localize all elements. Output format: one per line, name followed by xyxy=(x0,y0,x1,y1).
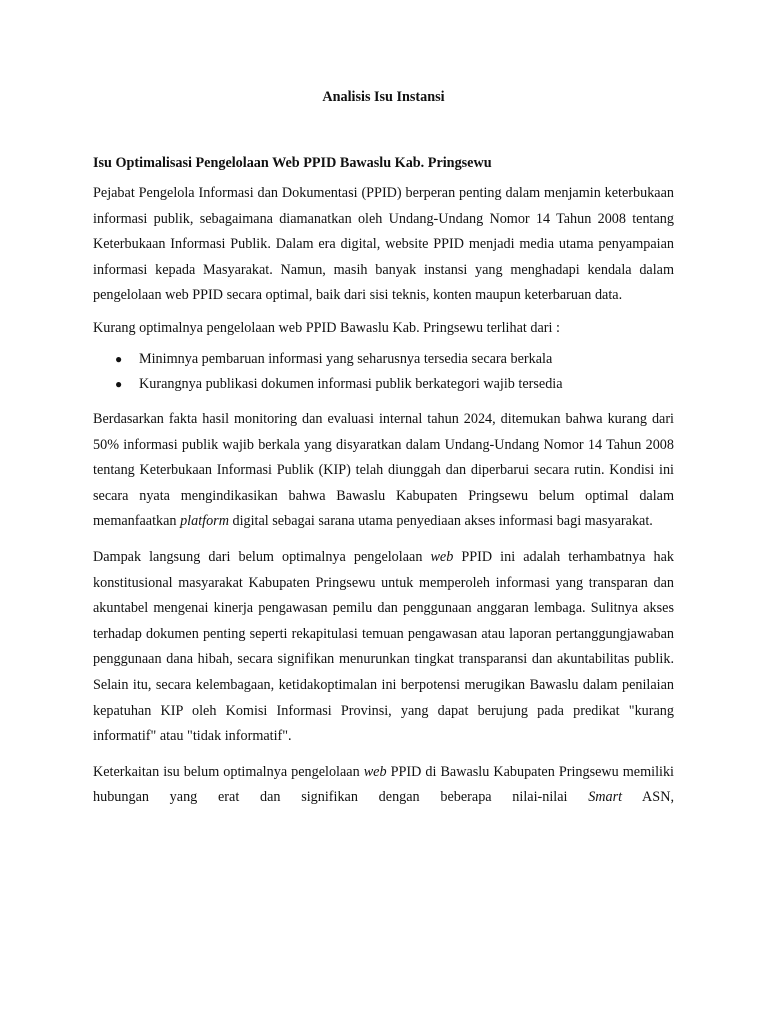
issue-bullet-list xyxy=(93,347,674,397)
italic-term: platform xyxy=(180,513,229,530)
list-item-text: Kurangnya publikasi dokumen informasi publik berkategori wajib tersedia xyxy=(139,375,563,392)
list-item xyxy=(115,347,674,372)
text-run: digital sebagai sarana utama penyediaan akses informasi bagi masyarakat. xyxy=(228,513,653,530)
paragraph-smart-asn xyxy=(93,760,674,811)
text-run: PPID di Bawaslu Kabupaten Pringsewu memiliki hubungan yang erat dan signifikan dengan beberapa nilai-nilai xyxy=(93,763,674,806)
italic-term: Smart xyxy=(588,789,623,806)
document-title: Analisis Isu Instansi xyxy=(322,89,445,105)
italic-term: web xyxy=(430,548,454,565)
text-run: ASN, xyxy=(622,789,674,806)
text-run: PPID ini adalah terhambatnya hak konstitusional masyarakat Kabupaten Pringsewu untuk memperoleh informasi yang transparan dan akuntabel mengenai kinerja pengawasan pemilu dan penggunaan anggaran lembaga. Sulitnya akses terhadap dokumen penting seperti rekapitulasi temuan pengawasan atau laporan pertanggungjawaban penggunaan dana hibah, secara signifikan menurunkan tingkat transparansi dan akuntabilitas publik. Selain itu, secara kelembagaan, ketidakoptimalan ini berpotensi merugikan Bawaslu dalam penilaian kepatuhan KIP oleh Komisi Informasi Provinsi, yang dapat berujung pada predikat "kurang informatif" atau "tidak informatif". xyxy=(93,548,674,745)
paragraph-ppid-role: Pejabat Pengelola Informasi dan Dokumentasi (PPID) berperan penting dalam menjamin keterbukaan informasi publik, sebagaimana diamanatkan oleh Undang-Undang Nomor 14 Tahun 2008 tentang Keterbukaan Informasi Publik. Dalam era digital, website PPID menjadi media utama penyampaian informasi kepada Masyarakat. Namun, masih banyak instansi yang menghadapi kendala dalam pengelolaan web PPID secara optimal, baik dari sisi teknis, konten maupun keterbaruan data. xyxy=(93,185,674,304)
text-run: Keterkaitan isu belum optimalnya pengelolaan xyxy=(93,763,364,780)
list-item-text: Minimnya pembaruan informasi yang seharusnya tersedia secara berkala xyxy=(139,350,553,367)
text-run: Berdasarkan fakta hasil monitoring dan evaluasi internal tahun 2024, ditemukan bahwa kurang dari 50% informasi publik wajib berkala yang disyaratkan dalam Undang-Undang Nomor 14 Tahun 2008 tentang Keterbukaan Informasi Publik (KIP) telah diunggah dan diperbarui secara rutin. Kondisi ini secara nyata mengindikasikan bahwa Bawaslu Kabupaten Pringsewu belum optimal dalam memanfaatkan xyxy=(93,410,674,530)
paragraph-monitoring-facts xyxy=(93,407,674,535)
section-heading: Isu Optimalisasi Pengelolaan Web PPID Bawaslu Kab. Pringsewu xyxy=(93,155,492,171)
list-item xyxy=(115,372,674,397)
bullet-icon: ● xyxy=(115,376,123,391)
italic-term: web xyxy=(363,763,387,780)
paragraph-issue-intro: Kurang optimalnya pengelolaan web PPID Bawaslu Kab. Pringsewu terlihat dari : xyxy=(93,319,560,336)
paragraph-impact xyxy=(93,545,674,750)
document-page xyxy=(93,86,674,811)
bullet-icon: ● xyxy=(115,351,123,366)
text-run: Dampak langsung dari belum optimalnya pengelolaan xyxy=(93,548,431,565)
